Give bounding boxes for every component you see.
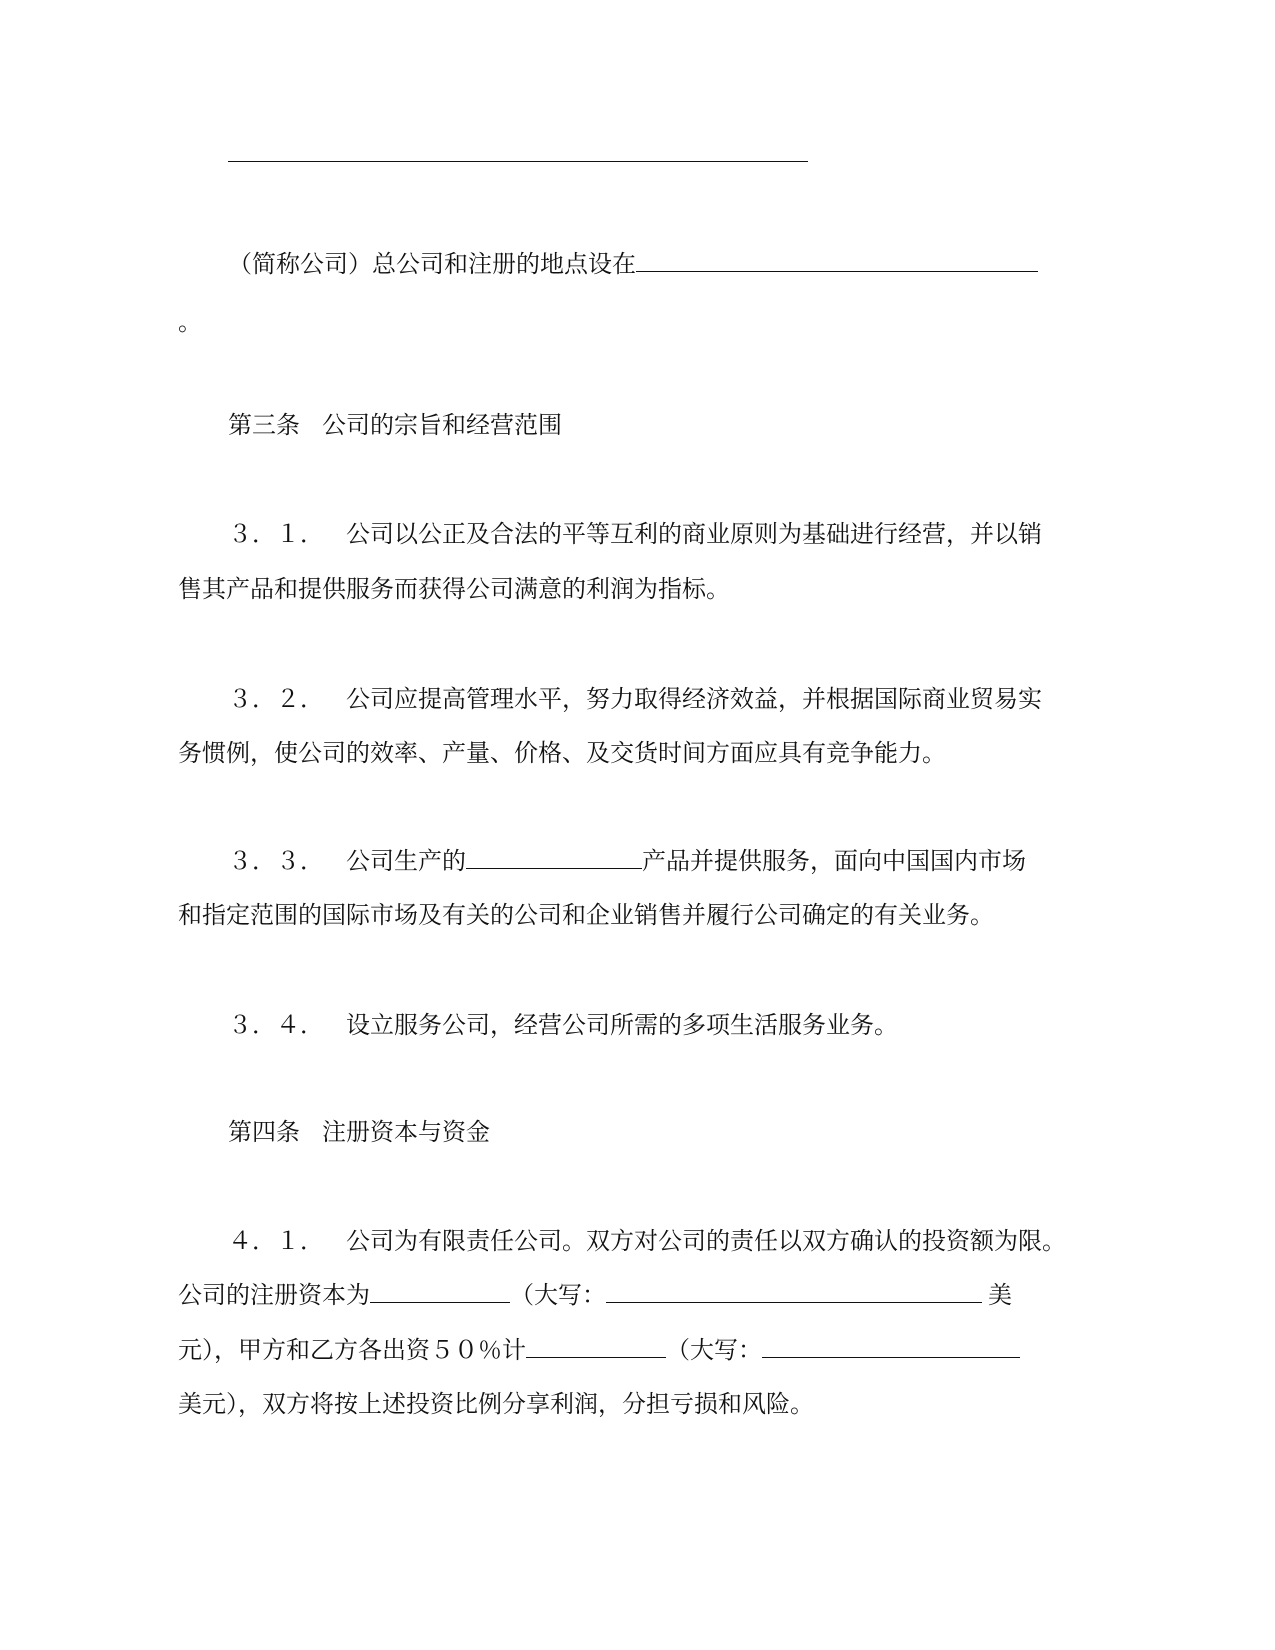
clause-3-3-number: ３．３． [228, 847, 324, 875]
article-4-heading [228, 1117, 490, 1147]
clause-4-1-number: ４．１． [228, 1227, 324, 1255]
clause-3-2-number: ３．２． [228, 685, 324, 713]
registered-address-prefix: （简称公司）总公司和注册的地点设在 [228, 250, 636, 278]
article-3-number: 第三条 [228, 411, 300, 439]
product-blank [466, 846, 642, 869]
company-name-blank [228, 161, 808, 162]
clause-3-1-line1: ３．１． 公司以公正及合法的平等互利的商业原则为基础进行经营，并以销 [228, 520, 1042, 548]
clause-3-1-number: ３．１． [228, 520, 324, 548]
clause-4-1-line2: 公司的注册资本为 （大写： 美 [178, 1281, 1012, 1309]
clause-3-4-number: ３．４． [228, 1011, 324, 1039]
registered-address-line [228, 249, 1038, 279]
article-4-title: 注册资本与资金 [322, 1118, 490, 1146]
clause-3-1-line2: 售其产品和提供服务而获得公司满意的利润为指标。 [178, 575, 730, 603]
contribution-in-words-blank [762, 1335, 1020, 1358]
clause-4-1-line4: 美元），双方将按上述投资比例分享利润，分担亏损和风险。 [178, 1390, 814, 1418]
article-3-heading [228, 410, 562, 440]
registered-address-suffix: 。 [178, 308, 202, 336]
article-3-title: 公司的宗旨和经营范围 [322, 411, 562, 439]
address-blank [636, 249, 1038, 272]
capital-in-words-blank [606, 1280, 982, 1303]
clause-3-3-line1: ３．３． 公司生产的 产品并提供服务，面向中国国内市场 [228, 847, 1026, 875]
clause-4-1-line1: ４．１． 公司为有限责任公司。双方对公司的责任以双方确认的投资额为限。 [228, 1227, 1066, 1255]
clause-3-3-line2: 和指定范围的国际市场及有关的公司和企业销售并履行公司确定的有关业务。 [178, 901, 994, 929]
clause-4-1-line3: 元），甲方和乙方各出资５０％计 （大写： [178, 1335, 1020, 1365]
clause-3-4-line1: ３．４． 设立服务公司，经营公司所需的多项生活服务业务。 [228, 1011, 898, 1039]
contribution-blank [526, 1335, 666, 1358]
clause-3-2-line1: ３．２． 公司应提高管理水平，努力取得经济效益，并根据国际商业贸易实 [228, 685, 1042, 713]
article-4-number: 第四条 [228, 1118, 300, 1146]
clause-3-2-line2: 务惯例，使公司的效率、产量、价格、及交货时间方面应具有竞争能力。 [178, 739, 946, 767]
registered-capital-blank [370, 1280, 510, 1303]
